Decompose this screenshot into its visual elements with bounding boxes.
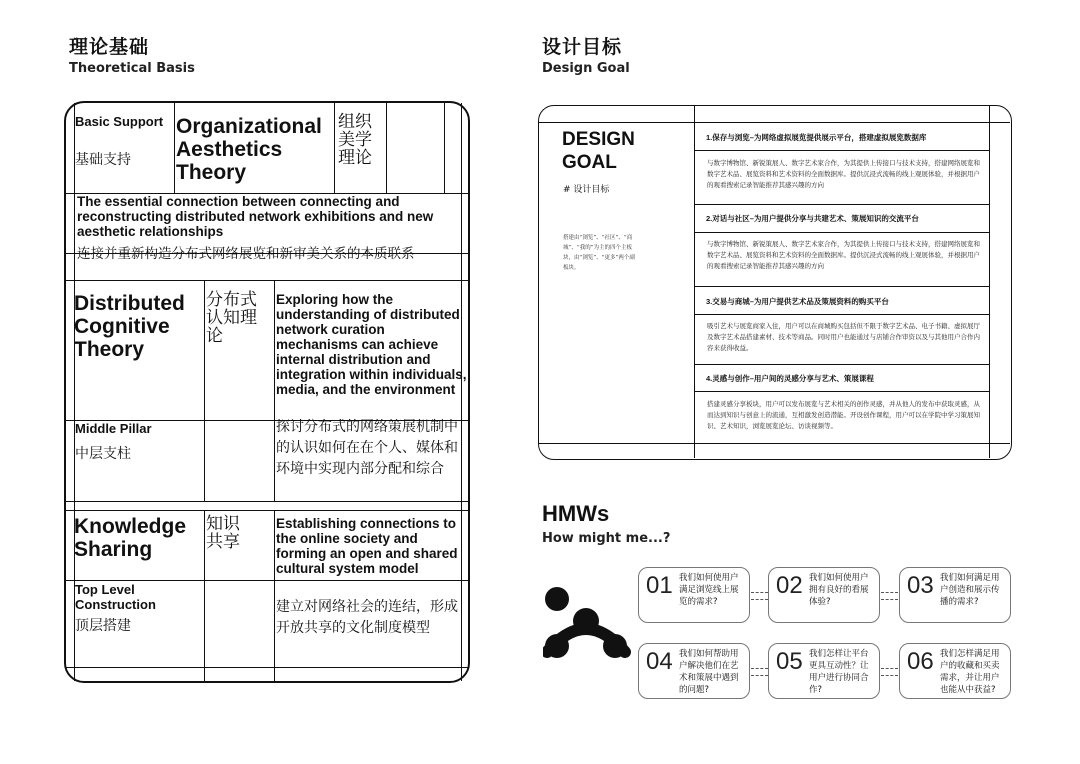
knowledge-title: Knowledge Sharing [74,515,187,561]
org-theory-title: Organizational Aesthetics Theory [176,115,322,184]
design-goal-heading-2: GOAL [562,152,617,173]
hmw-connector [881,592,898,600]
hmw-question: 我们怎样满足用户的收藏和买卖需求，并让用户也能从中获益? [940,649,1000,695]
goal-1-body: 与数字博物馆、新锐策展人、数字艺术家合作，为其提供上传接口与技术支持，搭建网络展览和数字艺术品、展览资料和艺术资料的全面数据库。提供沉浸式流畅的线上观展体验，并根据用户的观看搜索记录智能推荐其感兴趣的方向 [707,159,980,189]
hmw-connector [751,592,768,600]
middle-pillar-label: Middle Pillar [75,421,152,436]
goal-3-body: 吸引艺术与展览商家入住，用户可以在商城购买包括但不限于数字艺术品、电子书籍、虚拟展厅及数字艺术品搭建素材、技术等商品。同时用户也能通过与店铺合作审资以及与其他用户合作内容来获得收益。 [707,322,980,352]
hmw-number: 02 [776,572,803,599]
knowledge-desc-cn: 建立对网络社会的连结，形成开放共享的文化制度模型 [276,599,458,636]
hmw-subtitle: How might me...? [542,531,671,546]
dist-theory-desc-cn: 探讨分布式的网络策展机制中的认识如何在在个人、媒体和环境中实现内部分配和综合 [276,419,458,477]
basic-support-label: Basic Support [75,114,164,129]
section-subtitle-en: Theoretical Basis [69,61,195,76]
basic-support-cn: 基础支持 [75,152,131,168]
goal-title-cn: 设计目标 [542,36,623,58]
hmw-question: 我们如何使用户拥有良好的看展体验? [809,573,869,607]
goal-3-title: 3.交易与商城–为用户提供艺术品及策展资料的购买平台 [706,297,889,306]
hmw-card-03[interactable] [899,567,1011,623]
hmw-card-01[interactable] [638,567,750,623]
goal-1-title: 1.保存与浏览–为网络虚拟展览提供展示平台，搭建虚拟展览数据库 [706,133,927,142]
hmw-card-06[interactable] [899,643,1011,699]
hmw-card-05[interactable] [768,643,880,699]
hmw-question: 我们如何满足用户创造和展示传播的需求? [940,573,1000,607]
top-level-label: Top Level Construction [75,582,156,612]
theory-panel [64,101,470,683]
hmw-number: 04 [646,648,673,675]
middle-pillar-cn: 中层支柱 [75,446,131,462]
goal-note: 搭建由“浏览”、“社区”、“商城”、“我的”为主的四个主板块，由“浏览”、“更多”两个副板块。 [563,235,635,271]
design-goal-heading-1: DESIGN [562,129,635,150]
knowledge-cn: 知识共享 [206,514,240,552]
hmw-title: HMWs [542,501,610,526]
knowledge-desc-en: Establishing connections to the online society and forming an open and shared cultural system model [276,516,458,576]
goal-4-body: 搭建灵感分享板块，用户可以发布展览与艺术相关的创作灵感，并从他人的发布中获取灵感，从而达到知识与创意上的流通，互相激发创造潜能。开设创作课程，用户可以在学院中学习策展知识、艺术知识，浏览展览论坛、访谈视频等。 [707,400,980,430]
essential-connection-cn: 连接并重新构造分布式网络展览和新审美关系的本质联系 [77,246,415,262]
hmw-question: 我们如何使用户满足浏览线上展览的需求? [679,573,739,607]
hmw-number: 05 [776,648,803,675]
hmw-connector [881,668,898,676]
dist-theory-cn: 分布式认知理论 [206,290,257,346]
hmw-question: 我们如何帮助用户解决他们在艺术和策展中遇到的问题? [679,649,739,695]
hmw-card-02[interactable] [768,567,880,623]
hmw-number: 01 [646,572,673,599]
top-level-cn: 顶层搭建 [75,618,131,634]
dist-theory-desc-en: Exploring how the understanding of distributed network curation mechanisms can achieve internal distribution and integration within individuals, media, and the environment [276,292,467,397]
hmw-number: 03 [907,572,934,599]
dist-theory-title: Distributed Cognitive Theory [74,292,185,361]
hmw-connector [751,668,768,676]
hmw-card-04[interactable] [638,643,750,699]
goal-4-title: 4.灵感与创作–用户间的灵感分享与艺术、策展课程 [706,374,874,383]
hmw-number: 06 [907,648,934,675]
goal-2-body: 与数字博物馆、新锐策展人、数字艺术家合作，为其提供上传接口与技术支持，搭建网络展览和数字艺术品、展览资料和艺术资料的全面数据库。提供沉浸式流畅的线上观展体验，并根据用户的观看搜索记录智能推荐其感兴趣的方向 [707,240,980,270]
section-title-cn: 理论基础 [69,36,150,58]
hmw-question: 我们怎样让平台更具互动性？让用户进行协同合作? [809,649,869,695]
org-theory-cn: 组织美学理论 [338,112,372,168]
goal-tag: # 设计目标 [563,185,610,195]
hmw-logo-icon [543,584,631,664]
design-goal-panel [538,105,1012,460]
essential-connection-en: The essential connection between connecting and reconstructing distributed network exhibitions and new aesthetic relationships [77,194,434,239]
goal-subtitle-en: Design Goal [542,61,630,76]
goal-2-title: 2.对话与社区–为用户提供分享与共建艺术、策展知识的交流平台 [706,214,919,223]
